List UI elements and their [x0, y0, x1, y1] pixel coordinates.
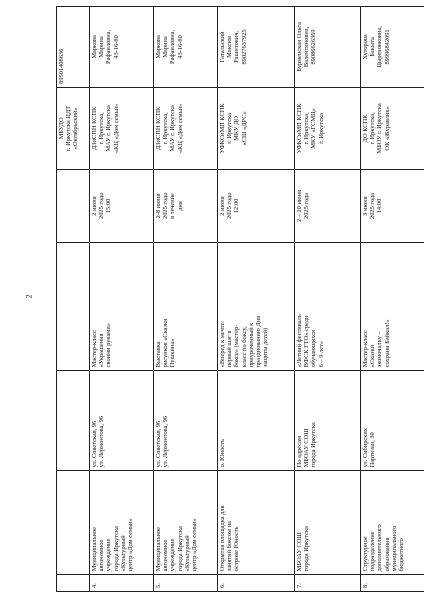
organizer-cell: [154, 87, 218, 169]
cell-line: острове Юность: [233, 526, 241, 572]
cell-line: г. Иркутска,: [162, 112, 170, 145]
cell-line: МАУ г. Иркутска: [169, 105, 177, 152]
cell-line: 2025 года: [369, 193, 377, 219]
cell-line: Бакыта: [369, 37, 377, 57]
cell-line: 6 – 9 лет»: [317, 340, 325, 368]
cell-line: «Сказки: [369, 345, 377, 368]
cell-line: города Иркутска: [112, 526, 120, 572]
cell-line: Партизан, 30: [369, 432, 377, 468]
num-cell: 6.: [218, 575, 295, 592]
address-cell: [90, 371, 154, 471]
cell-line: «Культурный: [183, 535, 191, 572]
table-row: [218, 7, 295, 592]
cell-line: Муниципальное: [155, 526, 162, 572]
cell-line: занятий боксом на: [226, 521, 234, 572]
cell-line: Маркова: [155, 35, 162, 59]
cell-line: о. Юность: [219, 439, 226, 468]
cell-line: Муниципальное: [91, 526, 98, 572]
cell-line: ул. Лермонтова, 96: [162, 415, 170, 468]
cell-line: ул. Лермонтова, 96: [98, 415, 106, 468]
cell-line: в течение: [169, 193, 177, 219]
cell-line: Цыреновковна,: [376, 26, 384, 68]
cell-line: рисунков «Сказки: [162, 318, 170, 368]
cell-line: города Иркутска: [303, 526, 311, 572]
table-row: [361, 7, 424, 592]
cell-line: 2 июня: [219, 196, 226, 216]
cell-line: города Иркутска: [176, 526, 184, 572]
num-cell: [57, 575, 90, 592]
event-cell: [154, 243, 218, 371]
cell-line: Гатальский: [219, 31, 226, 63]
event-cell: [57, 243, 90, 371]
cell-line: учреждение: [105, 538, 113, 572]
address-cell: [57, 371, 90, 471]
cell-line: 2025 года: [98, 193, 106, 219]
cell-line: центр «Дом семьи»: [126, 518, 134, 572]
cell-line: 43-16-80: [176, 35, 184, 59]
cell-line: Структурное: [362, 536, 369, 572]
rotated-table-wrapper: [56, 6, 412, 592]
organizer-cell: [361, 87, 424, 169]
cell-line: 14:00: [376, 198, 384, 214]
contact-cell: [218, 7, 295, 88]
num-cell: 5.: [154, 575, 218, 592]
date-cell: [154, 169, 218, 242]
event-cell: [295, 243, 361, 371]
num-cell: 8.: [361, 575, 424, 592]
cell-line: ул. Советская, 96: [91, 420, 98, 468]
cell-line: г. Иркутска,: [98, 112, 106, 145]
cell-line: ДО КСПК: [362, 114, 369, 143]
cell-line: празднованию Дня: [254, 315, 262, 368]
cell-line: ул. Советская, 96: [155, 420, 162, 468]
date-cell: [90, 169, 154, 242]
cell-line: МАУ г. Иркутска: [105, 105, 113, 152]
cell-line: 89086626369: [310, 29, 318, 65]
contact-cell: [57, 7, 90, 88]
date-cell: [57, 169, 90, 242]
cell-line: ОК «Журавлик»: [383, 106, 391, 151]
cell-line: г. Иркутска,: [303, 112, 311, 145]
contact-cell: [295, 7, 361, 88]
event-cell: [361, 243, 424, 371]
address-cell: [154, 371, 218, 471]
cell-line: УФКСиМП КСПК: [219, 103, 226, 154]
date-cell: [361, 169, 424, 242]
date-cell: [295, 169, 361, 242]
cell-line: экомочалку –: [376, 331, 384, 368]
cell-line: МКУ ДО: [233, 115, 241, 141]
cell-line: ДЗиСПН КСПК: [155, 106, 162, 151]
cell-line: «Вперед к мечте:: [219, 320, 226, 368]
cell-line: Открытая площадка для: [219, 505, 226, 572]
cell-line: Рашитович,: [233, 30, 241, 63]
address-cell: [295, 371, 361, 471]
cell-line: муниципального: [390, 525, 398, 572]
cell-line: своими руками»: [105, 323, 113, 368]
events-table: [56, 6, 424, 592]
cell-line: Хуторова: [362, 34, 369, 60]
cell-line: 12:00: [233, 198, 241, 214]
cell-line: Маркова: [91, 35, 98, 59]
cell-line: Рафаиловна,: [105, 29, 113, 64]
cell-line: автономное: [98, 539, 106, 572]
organizer-cell: [218, 87, 295, 169]
table-row: [154, 7, 218, 592]
cell-line: первый шаг в: [226, 330, 234, 368]
cell-line: Выставка: [155, 341, 162, 368]
cell-line: Максим: [226, 36, 234, 58]
cell-line: МБУДО: [58, 117, 65, 140]
cell-line: МБОУ г. Иркутска: [376, 103, 384, 154]
cell-line: 89027637925: [240, 29, 248, 65]
cell-line: МКУ «ГСМЦ»: [310, 108, 318, 149]
event-cell: [90, 243, 154, 371]
cell-line: «Октябрьский»: [72, 107, 80, 150]
cell-line: автономное: [162, 539, 170, 572]
table-row: [57, 7, 90, 592]
institution-cell: [295, 471, 361, 575]
cell-line: «КЦ «Дом семьи»: [176, 103, 184, 154]
cell-line: Марина: [98, 36, 106, 58]
page-number: 2: [24, 294, 34, 299]
institution-cell: [154, 471, 218, 575]
organizer-cell: [90, 87, 154, 169]
cell-line: 2-8 июня: [155, 193, 162, 219]
cell-line: боксе» (мастер-: [233, 324, 241, 368]
cell-line: г. Иркутска: [317, 113, 325, 144]
cell-line: ДЗиСПН КСПК: [91, 106, 98, 151]
cell-line: подразделение: [369, 531, 377, 572]
cell-line: ВФСК ГТО» среди: [303, 315, 311, 368]
cell-line: г. Иркутска ЦДТ: [65, 105, 73, 151]
cell-line: МБОАУ СОШ: [296, 532, 303, 572]
cell-line: 2025 года: [226, 193, 234, 219]
institution-cell: [218, 471, 295, 575]
table-row: [90, 7, 154, 592]
cell-line: центр «Дом семьи»: [190, 518, 198, 572]
contact-cell: [154, 7, 218, 88]
cell-line: 43-16-80: [112, 35, 120, 59]
cell-line: 2 – 20 июня: [296, 189, 303, 223]
cell-line: обучающихся: [310, 330, 318, 368]
cell-line: бюджетного: [397, 538, 405, 572]
cell-line: «КЦ «Дом семьи»: [112, 103, 120, 154]
cell-line: г. Иркутска,: [369, 112, 377, 145]
cell-line: сохрани Байкал!»: [383, 319, 391, 368]
num-cell: 4.: [90, 575, 154, 592]
cell-line: учреждение: [169, 538, 177, 572]
cell-line: дня: [176, 201, 184, 211]
institution-cell: [361, 471, 424, 575]
cell-line: УФКСиМП КСПК: [296, 103, 303, 154]
cell-line: приуроченный к: [247, 322, 255, 368]
cell-line: Мастер-класс: [91, 330, 98, 368]
cell-line: 15:00: [105, 198, 113, 214]
institution-cell: [90, 471, 154, 575]
cell-line: Бурменская Ольга: [296, 22, 303, 72]
address-cell: [218, 371, 295, 471]
cell-line: 89501408636: [58, 48, 65, 84]
date-cell: [218, 169, 295, 242]
table-body: [57, 7, 424, 592]
cell-line: защиты детей): [262, 327, 270, 368]
num-cell: 7.: [295, 575, 361, 592]
cell-line: дополнительного: [376, 524, 384, 572]
cell-line: ул. Сибирских: [362, 428, 369, 468]
cell-line: 89996842091: [383, 29, 391, 65]
cell-line: 2025 года: [162, 193, 170, 219]
event-cell: [218, 243, 295, 371]
cell-line: 2025 года: [303, 193, 311, 219]
cell-line: МБОАУ СОШ: [303, 428, 311, 468]
cell-line: Марина: [162, 36, 170, 58]
cell-line: «Культурный: [119, 535, 127, 572]
contact-cell: [90, 7, 154, 88]
cell-line: образования: [383, 537, 391, 572]
cell-line: 3 июня: [362, 196, 369, 216]
cell-line: «СШ «ДРС»: [240, 111, 248, 146]
table-row: [295, 7, 361, 592]
institution-cell: [57, 471, 90, 575]
cell-line: По адресам: [296, 435, 303, 468]
cell-line: «Украшения: [98, 333, 106, 368]
address-cell: [361, 371, 424, 471]
organizer-cell: [295, 87, 361, 169]
organizer-cell: [57, 87, 90, 169]
cell-line: Рафаиловна,: [169, 29, 177, 64]
cell-line: Пушкина»: [169, 338, 177, 368]
cell-line: города Иркутска: [310, 422, 318, 468]
cell-line: Валентиновна,: [303, 26, 311, 68]
cell-line: класс по боксу,: [240, 326, 248, 368]
cell-line: 2 июня: [91, 196, 98, 216]
cell-line: Мастер-класс: [362, 330, 369, 368]
cell-line: «Летний фестиваль: [296, 314, 303, 368]
contact-cell: [361, 7, 424, 88]
cell-line: г. Иркутска: [226, 113, 234, 144]
